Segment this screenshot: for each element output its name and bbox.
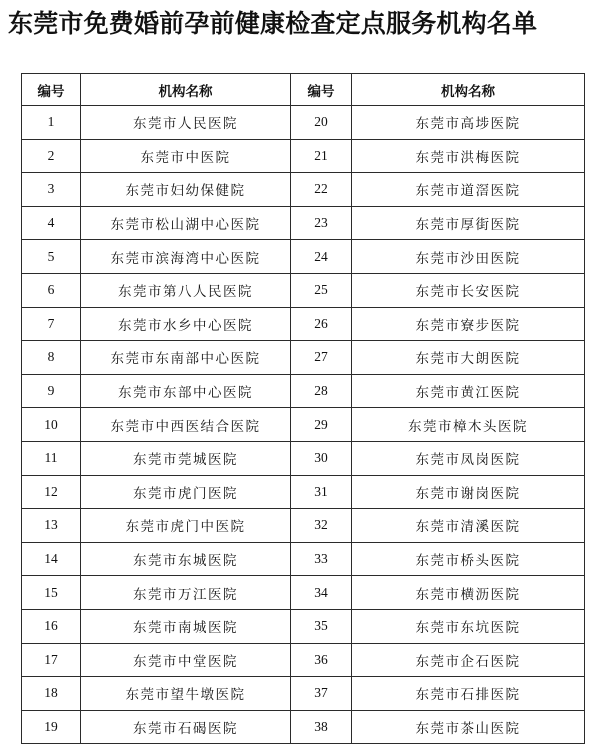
- table-row: [22, 273, 585, 307]
- institution-name-right: 东莞市谢岗医院: [352, 475, 585, 509]
- header-number-right: 编号: [291, 74, 352, 106]
- institution-name-right: 东莞市横沥医院: [352, 576, 585, 610]
- institution-name-left: 东莞市滨海湾中心医院: [81, 240, 291, 274]
- row-number-left: 18: [22, 677, 81, 711]
- row-number-right: 25: [291, 273, 352, 307]
- row-number-left: 19: [22, 710, 81, 744]
- row-number-right: 33: [291, 542, 352, 576]
- institution-name-right: 东莞市道滘医院: [352, 173, 585, 207]
- institution-name-right: 东莞市企石医院: [352, 643, 585, 677]
- table-row: [22, 542, 585, 576]
- row-number-right: 24: [291, 240, 352, 274]
- row-number-right: 34: [291, 576, 352, 610]
- institution-name-right: 东莞市黄江医院: [352, 374, 585, 408]
- row-number-right: 26: [291, 307, 352, 341]
- table-row: [22, 173, 585, 207]
- institution-name-right: 东莞市高埗医院: [352, 106, 585, 140]
- institution-name-left: 东莞市万江医院: [81, 576, 291, 610]
- institution-name-left: 东莞市中西医结合医院: [81, 408, 291, 442]
- row-number-right: 37: [291, 677, 352, 711]
- row-number-left: 15: [22, 576, 81, 610]
- row-number-right: 32: [291, 509, 352, 543]
- institution-name-right: 东莞市寮步医院: [352, 307, 585, 341]
- table-row: [22, 341, 585, 375]
- row-number-left: 12: [22, 475, 81, 509]
- institution-name-right: 东莞市沙田医院: [352, 240, 585, 274]
- institution-name-right: 东莞市凤岗医院: [352, 441, 585, 475]
- institution-name-right: 东莞市清溪医院: [352, 509, 585, 543]
- table-row: [22, 106, 585, 140]
- institution-name-left: 东莞市南城医院: [81, 609, 291, 643]
- institution-name-left: 东莞市望牛墩医院: [81, 677, 291, 711]
- header-name-left: 机构名称: [81, 74, 291, 106]
- row-number-left: 10: [22, 408, 81, 442]
- row-number-left: 14: [22, 542, 81, 576]
- row-number-left: 13: [22, 509, 81, 543]
- table-row: [22, 475, 585, 509]
- table-row: [22, 374, 585, 408]
- institution-name-left: 东莞市虎门医院: [81, 475, 291, 509]
- row-number-left: 3: [22, 173, 81, 207]
- row-number-right: 29: [291, 408, 352, 442]
- table-header-row: [22, 74, 585, 106]
- row-number-right: 30: [291, 441, 352, 475]
- table-row: [22, 240, 585, 274]
- institution-name-right: 东莞市茶山医院: [352, 710, 585, 744]
- table-row: [22, 441, 585, 475]
- institution-name-left: 东莞市东城医院: [81, 542, 291, 576]
- row-number-left: 5: [22, 240, 81, 274]
- row-number-left: 16: [22, 609, 81, 643]
- table-body: [22, 106, 585, 744]
- institution-name-right: 东莞市洪梅医院: [352, 139, 585, 173]
- row-number-right: 36: [291, 643, 352, 677]
- institution-name-right: 东莞市樟木头医院: [352, 408, 585, 442]
- institution-name-left: 东莞市石碣医院: [81, 710, 291, 744]
- row-number-right: 23: [291, 206, 352, 240]
- row-number-right: 21: [291, 139, 352, 173]
- table-row: [22, 509, 585, 543]
- institution-name-left: 东莞市虎门中医院: [81, 509, 291, 543]
- institution-name-right: 东莞市长安医院: [352, 273, 585, 307]
- table-row: [22, 139, 585, 173]
- row-number-left: 1: [22, 106, 81, 140]
- row-number-right: 22: [291, 173, 352, 207]
- institution-name-right: 东莞市大朗医院: [352, 341, 585, 375]
- row-number-right: 28: [291, 374, 352, 408]
- institution-name-right: 东莞市石排医院: [352, 677, 585, 711]
- table-row: [22, 307, 585, 341]
- institution-name-left: 东莞市水乡中心医院: [81, 307, 291, 341]
- institution-name-left: 东莞市松山湖中心医院: [81, 206, 291, 240]
- row-number-right: 35: [291, 609, 352, 643]
- institution-name-left: 东莞市人民医院: [81, 106, 291, 140]
- header-number-left: 编号: [22, 74, 81, 106]
- table-row: [22, 576, 585, 610]
- row-number-right: 20: [291, 106, 352, 140]
- row-number-right: 31: [291, 475, 352, 509]
- row-number-left: 2: [22, 139, 81, 173]
- institution-name-left: 东莞市东南部中心医院: [81, 341, 291, 375]
- institution-name-right: 东莞市桥头医院: [352, 542, 585, 576]
- institution-name-left: 东莞市第八人民医院: [81, 273, 291, 307]
- row-number-left: 4: [22, 206, 81, 240]
- document-title: 东莞市免费婚前孕前健康检查定点服务机构名单: [8, 9, 538, 38]
- table-row: [22, 408, 585, 442]
- institution-name-left: 东莞市中堂医院: [81, 643, 291, 677]
- table-row: [22, 609, 585, 643]
- table-row: [22, 206, 585, 240]
- table-row: [22, 643, 585, 677]
- table-row: [22, 710, 585, 744]
- institution-name-left: 东莞市东部中心医院: [81, 374, 291, 408]
- row-number-right: 38: [291, 710, 352, 744]
- row-number-right: 27: [291, 341, 352, 375]
- row-number-left: 8: [22, 341, 81, 375]
- header-name-right: 机构名称: [352, 74, 585, 106]
- institution-name-right: 东莞市厚街医院: [352, 206, 585, 240]
- institution-name-left: 东莞市妇幼保健院: [81, 173, 291, 207]
- row-number-left: 7: [22, 307, 81, 341]
- table-row: [22, 677, 585, 711]
- row-number-left: 6: [22, 273, 81, 307]
- row-number-left: 11: [22, 441, 81, 475]
- institution-name-left: 东莞市莞城医院: [81, 441, 291, 475]
- institution-name-right: 东莞市东坑医院: [352, 609, 585, 643]
- institution-table: [21, 73, 585, 744]
- institution-name-left: 东莞市中医院: [81, 139, 291, 173]
- row-number-left: 17: [22, 643, 81, 677]
- row-number-left: 9: [22, 374, 81, 408]
